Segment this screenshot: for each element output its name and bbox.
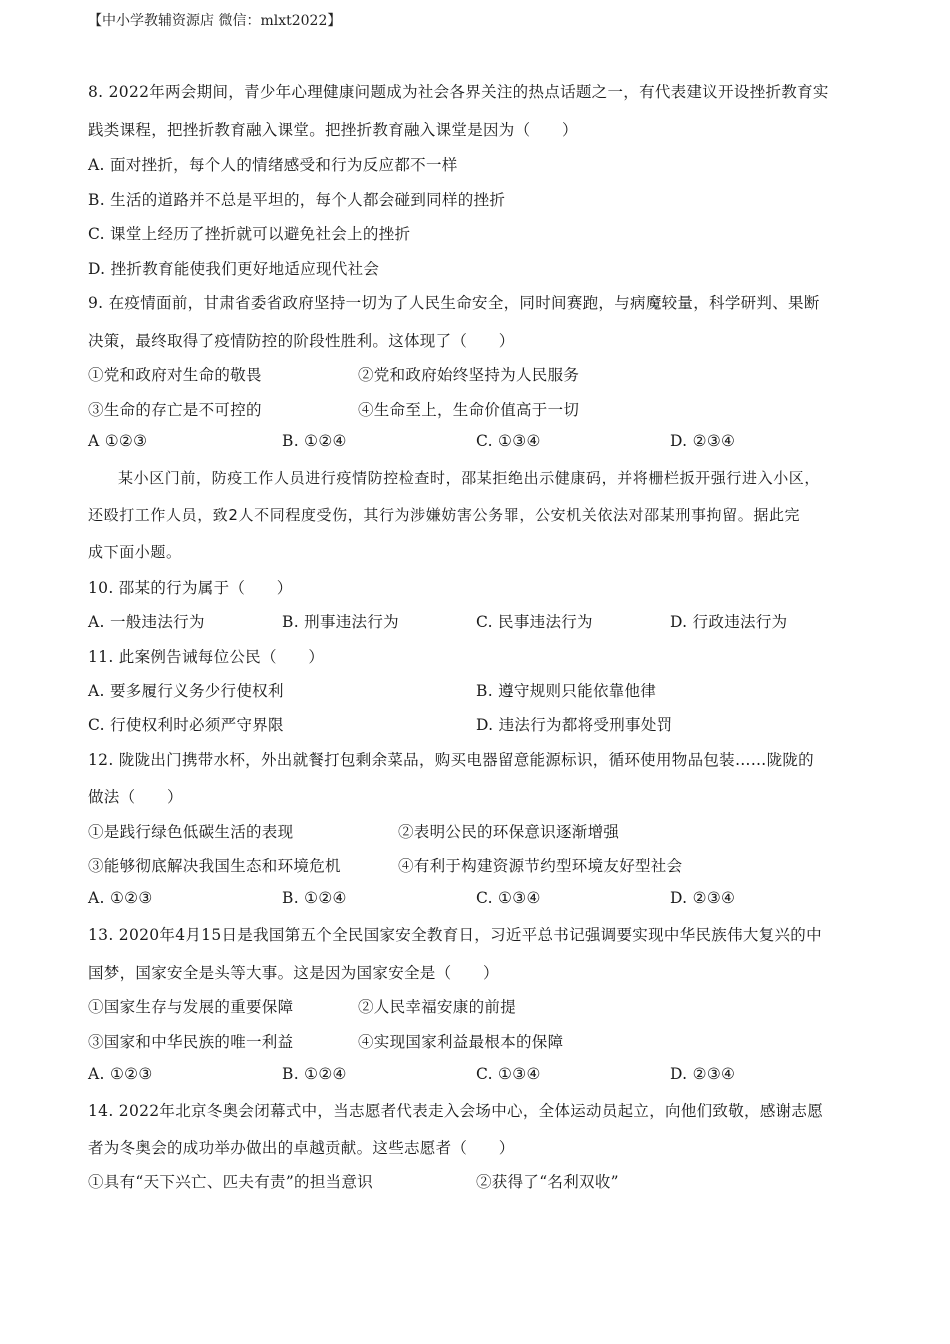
q14-statement-2: ②获得了“名利双收” [476,1173,619,1191]
q9-option-b: B. ①②④ [282,432,347,450]
q11-stem: 11. 此案例告诫每位公民（ ） [88,648,325,666]
q12-option-b: B. ①②④ [282,889,347,907]
page-header: 【中小学教辅资源店 微信：mlxt2022】 [88,13,342,29]
q9-statement-3: ③生命的存亡是不可控的 [88,401,262,419]
q13-statement-2: ②人民幸福安康的前提 [358,998,517,1016]
q11-option-d: D. 违法行为都将受刑事处罚 [476,716,673,734]
q12-option-d: D. ②③④ [670,889,736,907]
q13-statement-1: ①国家生存与发展的重要保障 [88,998,294,1016]
q10-option-d: D. 行政违法行为 [670,613,788,631]
q12-statement-3: ③能够彻底解决我国生态和环境危机 [88,857,341,875]
q12-option-c: C. ①③④ [476,889,541,907]
q13-stem-line2: 国梦，国家安全是头等大事。这是因为国家安全是（ ） [88,964,499,982]
q13-stem-line1: 13. 2020年4月15日是我国第五个全民国家安全教育日，习近平总书记强调要实现中华民族伟大复兴的中 [88,926,822,944]
q8-option-a: A. 面对挫折，每个人的情绪感受和行为反应都不一样 [88,156,458,174]
q11-option-a: A. 要多履行义务少行使权利 [88,682,284,700]
q10-option-a: A. 一般违法行为 [88,613,205,631]
q11-option-c: C. 行使权利时必须严守界限 [88,716,284,734]
q8-option-d: D. 挫折教育能使我们更好地适应现代社会 [88,260,380,278]
q9-option-a: A ①②③ [88,432,148,450]
q8-option-b: B. 生活的道路并不总是平坦的，每个人都会碰到同样的挫折 [88,191,506,209]
q13-statement-3: ③国家和中华民族的唯一利益 [88,1033,294,1051]
q12-statement-1: ①是践行绿色低碳生活的表现 [88,823,294,841]
q8-stem-line2: 践类课程，把挫折教育融入课堂。把挫折教育融入课堂是因为（ ） [88,121,578,139]
material-line1: 某小区门前，防疫工作人员进行疫情防控检查时，邵某拒绝出示健康码，并将栅栏扳开强行进入小区， [118,469,821,487]
q10-option-c: C. 民事违法行为 [476,613,593,631]
q12-statement-4: ④有利于构建资源节约型环境友好型社会 [398,857,683,875]
q10-option-b: B. 刑事违法行为 [282,613,399,631]
q14-stem-line2: 者为冬奥会的成功举办做出的卓越贡献。这些志愿者（ ） [88,1139,515,1157]
q12-statement-2: ②表明公民的环保意识逐渐增强 [398,823,620,841]
q8-stem-line1: 8. 2022年两会期间，青少年心理健康问题成为社会各界关注的热点话题之一，有代表建议开设挫折教育实 [88,83,829,101]
q14-stem-line1: 14. 2022年北京冬奥会闭幕式中，当志愿者代表走入会场中心，全体运动员起立，向他们致敬，感谢志愿 [88,1102,824,1120]
q13-statement-4: ④实现国家利益最根本的保障 [358,1033,564,1051]
q9-stem-line1: 9. 在疫情面前，甘肃省委省政府坚持一切为了人民生命安全，同时间赛跑，与病魔较量，科学研判、果断 [88,294,820,312]
q9-stem-line2: 决策，最终取得了疫情防控的阶段性胜利。这体现了（ ） [88,332,515,350]
q13-option-a: A. ①②③ [88,1065,153,1083]
q11-option-b: B. 遵守规则只能依靠他律 [476,682,657,700]
q9-statement-1: ①党和政府对生命的敬畏 [88,366,262,384]
q13-option-b: B. ①②④ [282,1065,347,1083]
q12-option-a: A. ①②③ [88,889,153,907]
q9-option-d: D. ②③④ [670,432,736,450]
q12-stem-line2: 做法（ ） [88,788,183,806]
material-line3: 成下面小题。 [88,543,182,561]
q13-option-d: D. ②③④ [670,1065,736,1083]
material-line2: 还殴打工作人员，致2人不同程度受伤，其行为涉嫌妨害公务罪，公安机关依法对邵某刑事拘留。据此完 [88,506,801,524]
q8-option-c: C. 课堂上经历了挫折就可以避免社会上的挫折 [88,225,411,243]
q9-statement-2: ②党和政府始终坚持为人民服务 [358,366,580,384]
q12-stem-line1: 12. 陇陇出门携带水杯，外出就餐打包剩余菜品，购买电器留意能源标识，循环使用物品包装……陇陇的 [88,751,814,769]
q9-statement-4: ④生命至上，生命价值高于一切 [358,401,580,419]
q9-option-c: C. ①③④ [476,432,541,450]
q14-statement-1: ①具有“天下兴亡、匹夫有责”的担当意识 [88,1173,374,1191]
q13-option-c: C. ①③④ [476,1065,541,1083]
q10-stem: 10. 邵某的行为属于（ ） [88,579,293,597]
